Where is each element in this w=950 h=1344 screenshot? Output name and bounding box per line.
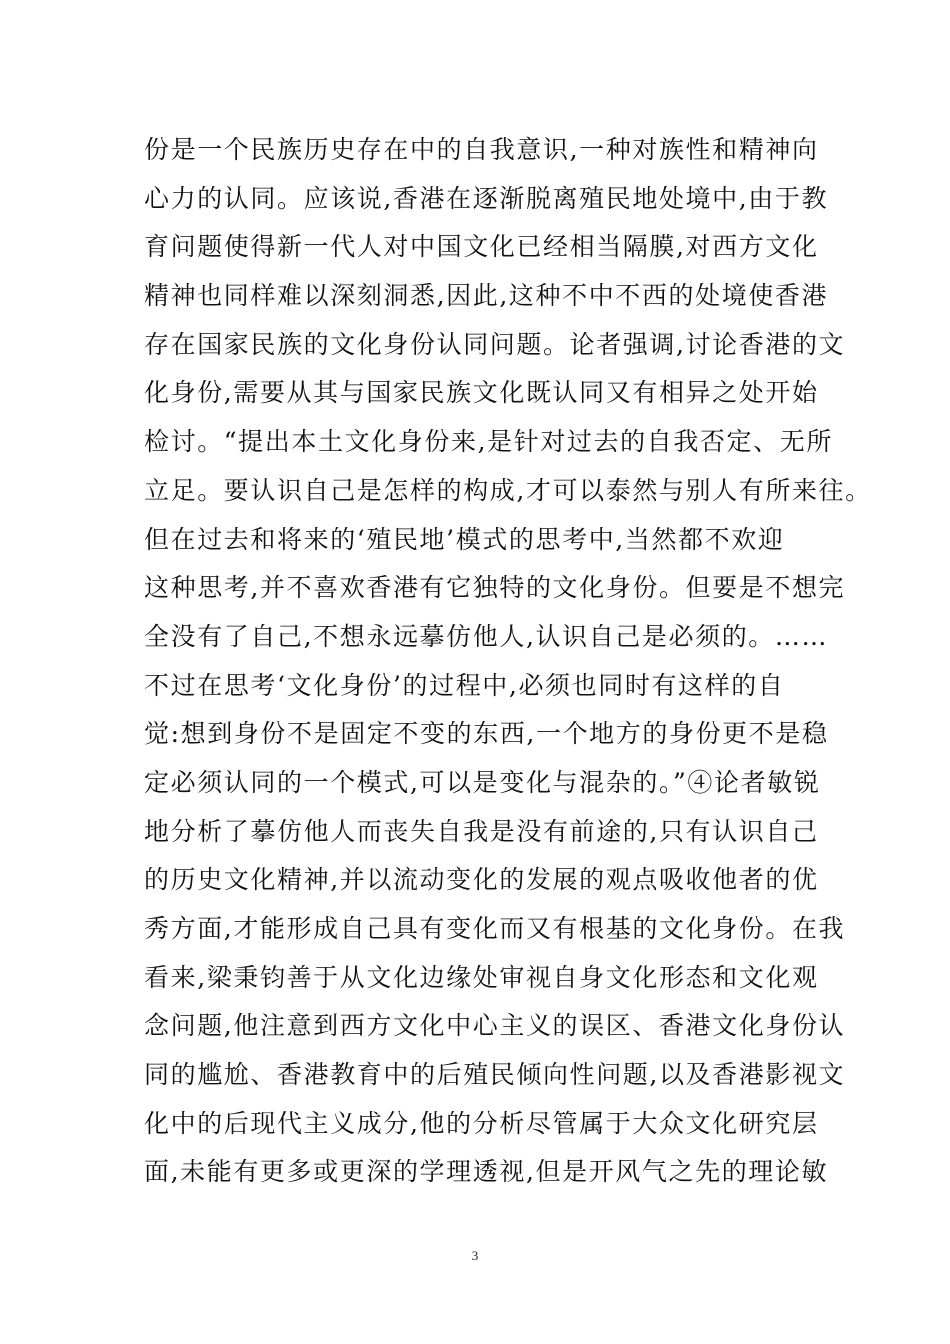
text-line: 检讨。“提出本土文化身份来,是针对过去的自我否定、无所 [144, 427, 833, 457]
text-line: 全没有了自己,不想永远摹仿他人,认识自己是必须的。…… [144, 621, 829, 651]
text-line: 化身份,需要从其与国家民族文化既认同又有相异之处开始 [144, 378, 819, 408]
text-line: 的历史文化精神,并以流动变化的发展的观点吸收他者的优 [144, 865, 819, 895]
text-line: 觉:想到身份不是固定不变的东西,一个地方的身份更不是稳 [144, 719, 829, 749]
text-line: 同的尴尬、香港教育中的后殖民倾向性问题,以及香港影视文 [144, 1060, 846, 1090]
text-line: 但在过去和将来的‘殖民地’模式的思考中,当然都不欢迎 [144, 524, 785, 554]
text-line: 定必须认同的一个模式,可以是变化与混杂的。”④论者敏锐 [144, 767, 821, 797]
text-line: 化中的后现代主义成分,他的分析尽管属于大众文化研究层 [144, 1108, 819, 1138]
text-line: 精神也同样难以深刻洞悉,因此,这种不中不西的处境使香港 [144, 281, 829, 311]
text-line: 存在国家民族的文化身份认同问题。论者强调,讨论香港的文 [144, 329, 846, 359]
text-line: 育问题使得新一代人对中国文化已经相当隔膜,对西方文化 [144, 232, 819, 262]
page-number: 3 [471, 1248, 479, 1263]
text-line: 秀方面,才能形成自己具有变化而又有根基的文化身份。在我 [144, 914, 846, 943]
text-line: 看来,梁秉钧善于从文化边缘处审视自身文化形态和文化观 [144, 962, 819, 992]
text-line: 面,未能有更多或更深的学理透视,但是开风气之先的理论敏 [144, 1157, 829, 1187]
text-line: 立足。要认识自己是怎样的构成,才可以泰然与别人有所来往。 [144, 475, 872, 505]
body-text [144, 126, 872, 1197]
text-line: 不过在思考‘文化身份’的过程中,必须也同时有这样的自 [144, 670, 785, 700]
text-line: 份是一个民族历史存在中的自我意识,一种对族性和精神向 [144, 135, 819, 164]
text-line: 心力的认同。应该说,香港在逐渐脱离殖民地处境中,由于教 [144, 183, 829, 213]
text-line: 念问题,他注意到西方文化中心主义的误区、香港文化身份认 [144, 1011, 846, 1041]
text-line: 地分析了摹仿他人而丧失自我是没有前途的,只有认识自己 [144, 816, 819, 846]
text-line: 这种思考,并不喜欢香港有它独特的文化身份。但要是不想完 [144, 573, 846, 603]
